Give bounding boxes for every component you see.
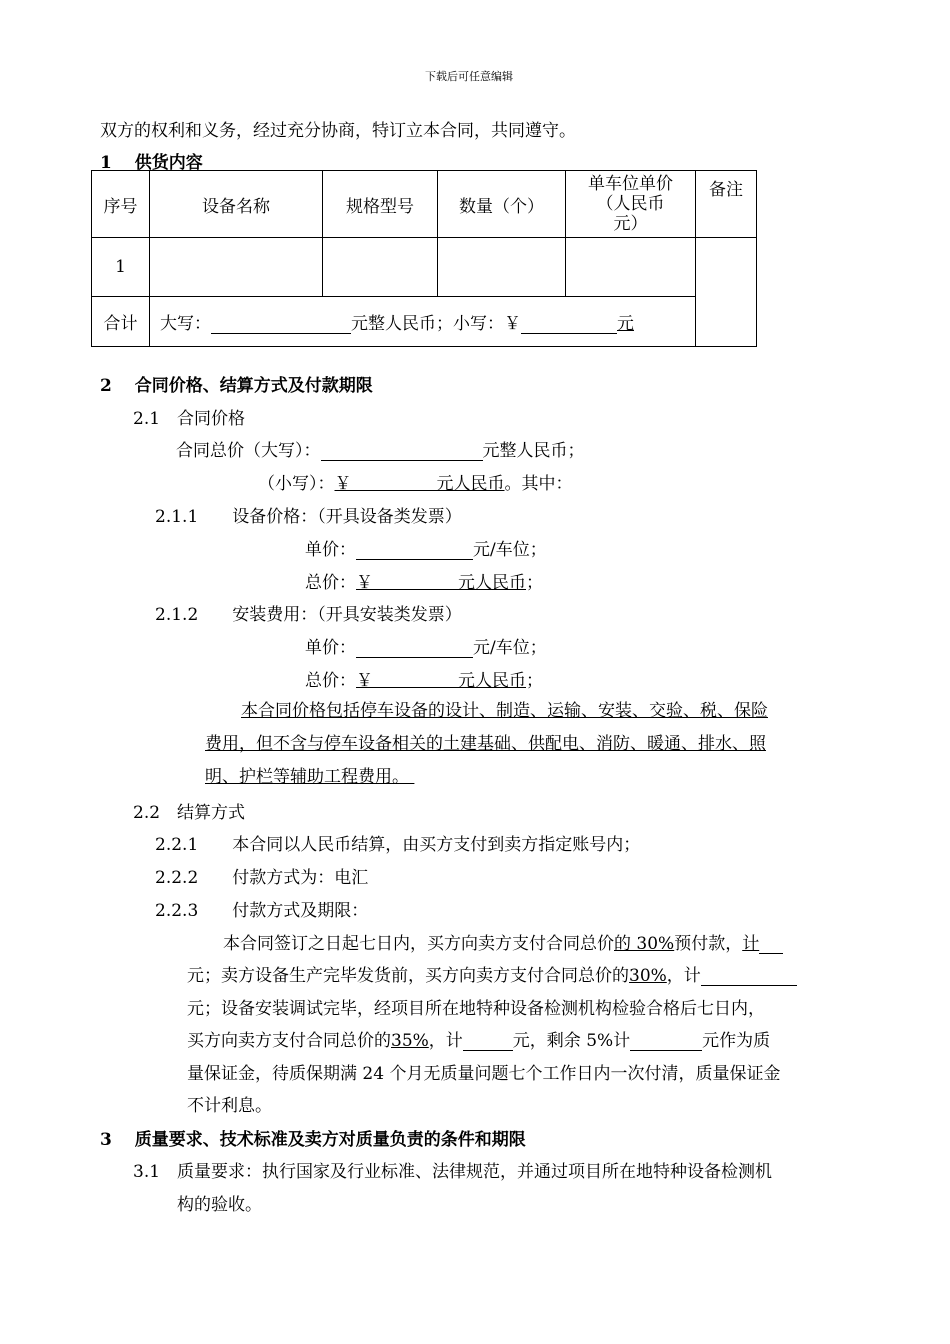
payment-line-5: 量保证金，待质保期满 24 个月无质量问题七个工作日内一次付清，质量保证金 bbox=[187, 1064, 781, 1084]
section-2-1-1: 2.1.1 设备价格：（开具设备类发票） bbox=[155, 507, 462, 527]
equip-total-price-tail: ； bbox=[526, 573, 543, 593]
price-scope-note bbox=[205, 695, 853, 794]
equip-unit-price bbox=[305, 535, 547, 560]
supply-table bbox=[91, 170, 757, 347]
payment-acceptance-blank bbox=[463, 1032, 513, 1051]
row1-qty bbox=[438, 238, 566, 297]
install-total-price-value: ￥ 元人民币 bbox=[356, 671, 526, 691]
install-total-price bbox=[305, 666, 543, 691]
payment-line-4-e: 元作为质 bbox=[702, 1031, 771, 1051]
section-2-1: 2.1 合同价格 bbox=[133, 409, 246, 429]
contract-total-small-tail: 。其中： bbox=[504, 474, 573, 494]
total-cell bbox=[150, 297, 696, 347]
header-qty: 数量（个） bbox=[438, 171, 566, 238]
header-unit-price-l1: 单车位单价 bbox=[588, 174, 673, 194]
equip-unit-price-label: 单价： bbox=[305, 540, 356, 560]
equip-total-price-label: 总价： bbox=[305, 573, 356, 593]
payment-line-1-a: 本合同签订之日起七日内，买方向卖方支付合同总价 bbox=[223, 934, 614, 954]
total-label: 合计 bbox=[92, 297, 150, 347]
total-unit: 元 bbox=[617, 314, 634, 334]
payment-line-4 bbox=[187, 1026, 770, 1051]
payment-delivery-percent: 30% bbox=[629, 966, 667, 986]
section-3-1-line-1: 3.1 质量要求：执行国家及行业标准、法律规范，并通过项目所在地特种设备检测机 bbox=[133, 1162, 773, 1182]
payment-line-2 bbox=[187, 961, 797, 986]
section-2-2-2: 2.2.2 付款方式为：电汇 bbox=[155, 868, 369, 888]
price-scope-note-l2: 费用，但不含与停车设备相关的土建基础、供配电、消防、暖通、排水、照 bbox=[205, 734, 766, 754]
payment-line-1 bbox=[223, 929, 783, 954]
header-note: 备注 bbox=[696, 171, 757, 238]
header-unit-price-l2: （人民币 bbox=[596, 194, 665, 214]
row1-name bbox=[150, 238, 323, 297]
contract-total-small bbox=[258, 469, 573, 494]
payment-line-2-a: 元；卖方设备生产完毕发货前，买方向卖方支付合同总价的 bbox=[187, 966, 629, 986]
row1-price bbox=[566, 238, 696, 297]
header-no: 序号 bbox=[92, 171, 150, 238]
intro-text: 双方的权利和义务，经过充分协商，特订立本合同，共同遵守。 bbox=[100, 121, 576, 141]
install-unit-price-unit: 元/车位； bbox=[473, 638, 547, 658]
header-unit-price-l3: 元） bbox=[613, 214, 648, 234]
payment-line-4-a: 买方向卖方支付合同总价的 bbox=[187, 1031, 391, 1051]
total-small-label: 元整人民币；小写：￥ bbox=[351, 314, 521, 334]
section-2-title: 2 合同价格、结算方式及付款期限 bbox=[100, 376, 373, 396]
payment-line-4-d: 元，剩余 5%计 bbox=[512, 1031, 631, 1051]
payment-line-4-c: ，计 bbox=[428, 1031, 463, 1051]
payment-prepay-percent: 的 30% bbox=[614, 934, 675, 954]
payment-line-2-c: ，计 bbox=[666, 966, 701, 986]
payment-line-6: 不计利息。 bbox=[187, 1096, 272, 1116]
row1-spec bbox=[323, 238, 438, 297]
install-unit-price bbox=[305, 633, 547, 658]
section-2-2-3: 2.2.3 付款方式及期限： bbox=[155, 901, 369, 921]
install-total-price-label: 总价： bbox=[305, 671, 356, 691]
price-scope-note-l3: 明、护栏等辅助工程费用。 bbox=[205, 767, 409, 787]
section-3-title: 3 质量要求、技术标准及卖方对质量负责的条件和期限 bbox=[100, 1130, 526, 1150]
header-spec: 规格型号 bbox=[323, 171, 438, 238]
price-scope-note-l1: 本合同价格包括停车设备的设计、制造、运输、安装、交验、税、保险 bbox=[241, 701, 768, 721]
contract-total-capital-unit: 元整人民币； bbox=[482, 441, 585, 461]
payment-warranty-blank bbox=[630, 1032, 702, 1051]
equip-total-price-value: ￥ 元人民币 bbox=[356, 573, 526, 593]
payment-line-3: 元；设备安装调试完毕，经项目所在地特种设备检测机构检验合格后七日内， bbox=[187, 999, 765, 1019]
contract-total-capital-blank bbox=[321, 442, 483, 461]
total-capital-blank bbox=[211, 315, 351, 334]
payment-acceptance-percent: 35% bbox=[391, 1031, 429, 1051]
payment-prepay-blank bbox=[759, 935, 783, 954]
row1-no: 1 bbox=[92, 238, 150, 297]
total-capital-label: 大写： bbox=[160, 314, 211, 334]
contract-total-small-label: （小写）： bbox=[258, 474, 335, 494]
section-2-1-2: 2.1.2 安装费用：（开具安装类发票） bbox=[155, 605, 462, 625]
section-3-1-line-2: 构的验收。 bbox=[177, 1195, 262, 1215]
header-unit-price bbox=[566, 171, 696, 238]
row1-note bbox=[696, 238, 757, 347]
payment-line-1-c: 预付款， bbox=[674, 934, 743, 954]
page-header: 下载后可任意编辑 bbox=[425, 70, 513, 83]
section-1-title: 1 供货内容 bbox=[100, 153, 203, 173]
equip-unit-price-unit: 元/车位； bbox=[473, 540, 547, 560]
header-name: 设备名称 bbox=[150, 171, 323, 238]
contract-total-capital bbox=[176, 436, 585, 461]
section-2-2: 2.2 结算方式 bbox=[133, 803, 246, 823]
contract-total-small-value: ￥ 元人民币 bbox=[334, 474, 505, 494]
equip-unit-price-blank bbox=[356, 541, 473, 560]
install-unit-price-label: 单价： bbox=[305, 638, 356, 658]
install-total-price-tail: ； bbox=[526, 671, 543, 691]
section-2-2-1: 2.2.1 本合同以人民币结算，由买方支付到卖方指定账号内； bbox=[155, 835, 641, 855]
equip-total-price bbox=[305, 568, 543, 593]
install-unit-price-blank bbox=[356, 639, 473, 658]
contract-total-capital-label: 合同总价（大写）： bbox=[176, 441, 321, 461]
payment-delivery-blank bbox=[701, 967, 797, 986]
total-small-blank bbox=[521, 315, 617, 334]
payment-prepay-amount: 计 bbox=[742, 934, 760, 954]
